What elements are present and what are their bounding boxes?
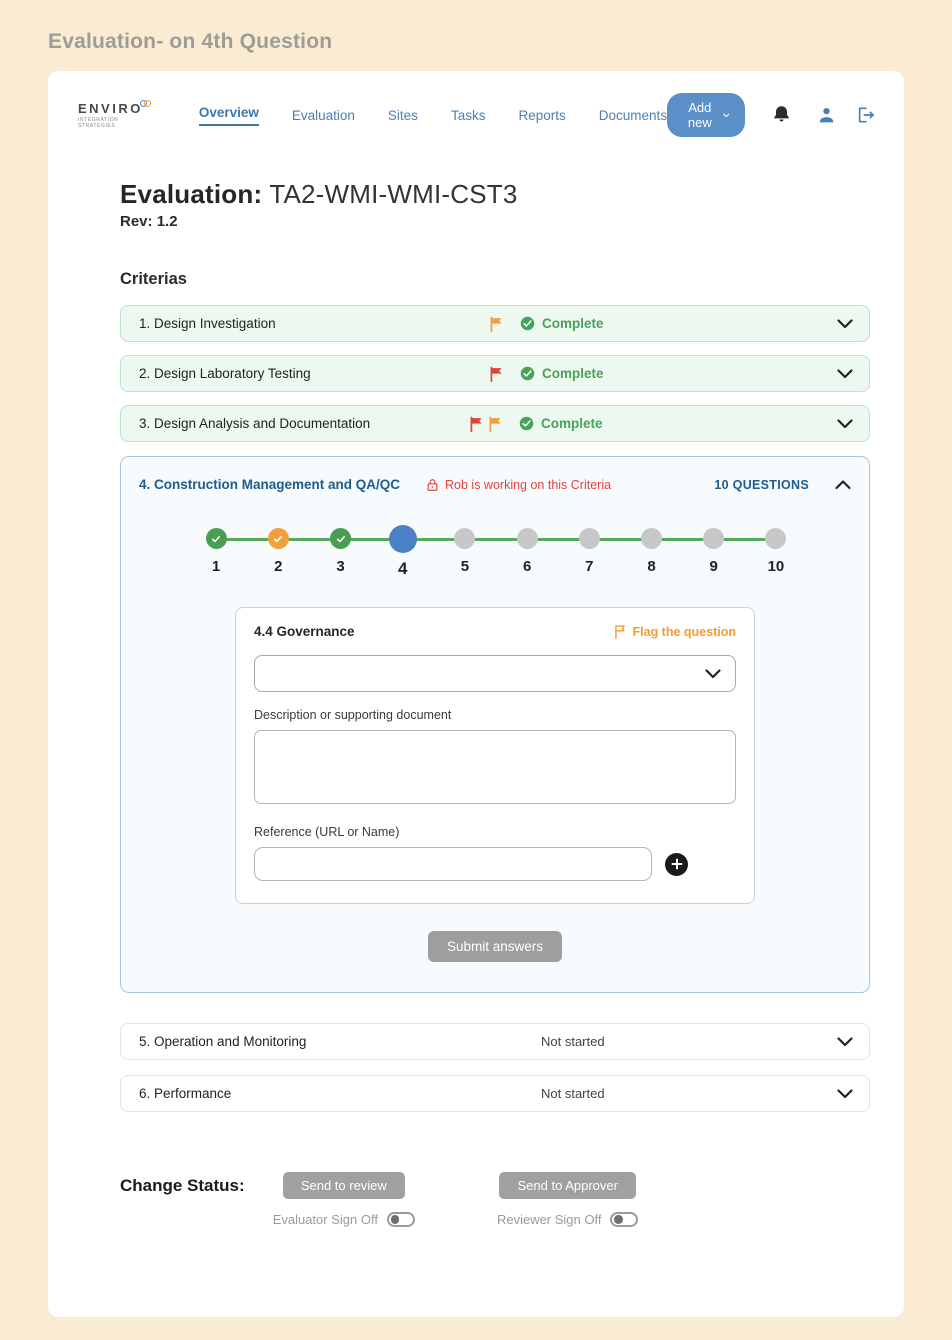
- flag-icon: [489, 316, 504, 332]
- reference-input[interactable]: [254, 847, 652, 881]
- status-text: Not started: [541, 1034, 605, 1049]
- nav-item-sites[interactable]: Sites: [387, 107, 418, 123]
- app-header: [48, 71, 904, 153]
- chevron-down-icon: [837, 1037, 853, 1047]
- rev-value: 1.2: [156, 213, 178, 230]
- criteria-row-6[interactable]: [120, 1075, 870, 1112]
- question-stepper: [185, 528, 807, 579]
- flag-icon: [489, 366, 504, 382]
- criteria-title: 5. Operation and Monitoring: [139, 1034, 307, 1049]
- stepper-step-4[interactable]: [372, 528, 434, 579]
- enviro-logo: [78, 101, 153, 129]
- step-number: 8: [647, 558, 656, 575]
- stepper-step-8[interactable]: [620, 528, 682, 579]
- plus-icon: [671, 858, 683, 870]
- step-number: 2: [274, 558, 283, 575]
- add-reference-button[interactable]: [665, 853, 688, 876]
- criteria-row-4: [121, 457, 869, 492]
- evaluator-signoff-label: Evaluator Sign Off: [272, 1212, 378, 1227]
- status-badge: [520, 316, 604, 331]
- nav-item-overview[interactable]: Overview: [199, 105, 259, 126]
- criterias-section-title: Criterias: [120, 270, 187, 288]
- description-textarea[interactable]: [254, 730, 736, 804]
- step-pending-dot: [454, 528, 475, 549]
- status-text: Complete: [542, 366, 604, 381]
- flag-outline-icon: [613, 624, 627, 639]
- criteria-row-3[interactable]: [120, 405, 870, 442]
- reference-label: Reference (URL or Name): [254, 825, 400, 839]
- main-content: [48, 179, 904, 1227]
- step-number: 3: [336, 558, 345, 575]
- nav-item-reports[interactable]: Reports: [518, 107, 566, 123]
- chevron-down-icon: [837, 319, 853, 329]
- answer-select[interactable]: [254, 655, 736, 692]
- chevron-down-icon: [705, 669, 721, 679]
- flag-icon: [488, 416, 503, 432]
- evaluation-code: TA2-WMI-WMI-CST3: [269, 179, 518, 209]
- status-text: Complete: [542, 316, 604, 331]
- page-title: Evaluation- on 4th Question: [48, 30, 333, 53]
- stepper-step-3[interactable]: [309, 528, 371, 579]
- reviewer-signoff-label: Reviewer Sign Off: [496, 1212, 602, 1227]
- rev-label: Rev:: [120, 213, 153, 230]
- question-title: 4.4 Governance: [254, 624, 355, 639]
- chevron-down-icon: [837, 419, 853, 429]
- notifications-button[interactable]: [771, 104, 792, 126]
- stepper-step-2[interactable]: [247, 528, 309, 579]
- criteria-row-2[interactable]: [120, 355, 870, 392]
- send-to-review-button[interactable]: Send to review: [283, 1172, 405, 1199]
- change-status-section: [120, 1172, 870, 1227]
- criteria-title[interactable]: 4. Construction Management and QA/QC: [139, 477, 401, 492]
- submit-answers-button[interactable]: Submit answers: [428, 931, 562, 962]
- step-number: 6: [522, 558, 532, 575]
- chevron-down-icon: [837, 369, 853, 379]
- lock-note: [426, 478, 611, 492]
- step-number: 1: [211, 558, 221, 575]
- criteria-title: 2. Design Laboratory Testing: [139, 366, 311, 381]
- step-check-icon: [206, 528, 227, 549]
- nav-item-tasks[interactable]: Tasks: [450, 107, 486, 123]
- criteria-status-cluster: [489, 316, 604, 332]
- status-text: Not started: [541, 1086, 605, 1101]
- lock-icon: [426, 478, 439, 492]
- step-pending-dot: [517, 528, 538, 549]
- criteria-status-cluster: [469, 416, 603, 432]
- question-card: [235, 607, 755, 904]
- nav-item-documents[interactable]: Documents: [598, 107, 668, 123]
- step-number: 7: [585, 558, 594, 575]
- step-number: 10: [767, 558, 785, 575]
- criteria-status-cluster: [489, 366, 604, 382]
- check-circle-icon: [520, 366, 535, 381]
- lock-note-text: Rob is working on this Criteria: [445, 477, 612, 492]
- logo-circles-icon: [140, 94, 151, 112]
- chevron-up-icon: [835, 480, 851, 490]
- main-nav: [199, 105, 667, 126]
- chevron-down-icon: [723, 112, 729, 119]
- revision-line: [120, 213, 870, 230]
- logo-name: ENVIRO: [78, 101, 143, 116]
- send-to-approver-button[interactable]: Send to Approver: [499, 1172, 635, 1199]
- add-new-button[interactable]: [667, 93, 745, 137]
- step-number: 9: [709, 558, 718, 575]
- chevron-down-icon: [837, 1089, 853, 1099]
- check-circle-icon: [520, 316, 535, 331]
- questions-count: 10 QUESTIONS: [714, 477, 809, 492]
- step-number: 5: [460, 558, 470, 575]
- criteria-row-1[interactable]: [120, 305, 870, 342]
- description-label: Description or supporting document: [254, 708, 452, 722]
- user-icon: [816, 105, 837, 126]
- app-card: [48, 71, 904, 1317]
- stepper-step-6[interactable]: [496, 528, 558, 579]
- reviewer-signoff-toggle[interactable]: [610, 1212, 638, 1227]
- step-check-icon: [268, 528, 289, 549]
- account-button[interactable]: [816, 105, 837, 126]
- flag-question-label: Flag the question: [632, 624, 736, 639]
- stepper-step-10[interactable]: [745, 528, 807, 579]
- bell-icon: [771, 104, 792, 126]
- criteria-panel-4: [120, 456, 870, 993]
- flag-icon: [469, 416, 484, 432]
- add-new-label: Add new: [687, 100, 712, 130]
- step-number: 4: [397, 559, 408, 578]
- evaluator-signoff-toggle[interactable]: [387, 1212, 415, 1227]
- status-text: Complete: [541, 416, 603, 431]
- criteria-title: 3. Design Analysis and Documentation: [139, 416, 371, 431]
- check-circle-icon: [519, 416, 534, 431]
- step-pending-dot: [765, 528, 786, 549]
- step-pending-dot: [579, 528, 600, 549]
- evaluation-label: Evaluation:: [120, 179, 263, 209]
- evaluation-heading: [120, 179, 870, 210]
- criteria-row-5[interactable]: [120, 1023, 870, 1060]
- logo-tagline: INTEGRATION STRATEGIES: [78, 117, 119, 129]
- step-check-icon: [330, 528, 351, 549]
- stepper-step-1[interactable]: [185, 528, 247, 579]
- logout-icon: [855, 105, 876, 125]
- stepper-step-7[interactable]: [558, 528, 620, 579]
- flag-question-button[interactable]: [613, 624, 736, 639]
- status-badge: [519, 416, 603, 431]
- step-pending-dot: [641, 528, 662, 549]
- criteria-title: 6. Performance: [139, 1086, 232, 1101]
- stepper-step-5[interactable]: [434, 528, 496, 579]
- step-pending-dot: [703, 528, 724, 549]
- stepper-step-9[interactable]: [683, 528, 745, 579]
- header-actions: [667, 93, 876, 137]
- nav-item-evaluation[interactable]: Evaluation: [291, 107, 355, 123]
- logout-button[interactable]: [855, 105, 876, 125]
- status-badge: [520, 366, 604, 381]
- criteria-title: 1. Design Investigation: [139, 316, 276, 331]
- change-status-label: Change Status:: [120, 1176, 245, 1195]
- step-current-dot: [389, 525, 417, 553]
